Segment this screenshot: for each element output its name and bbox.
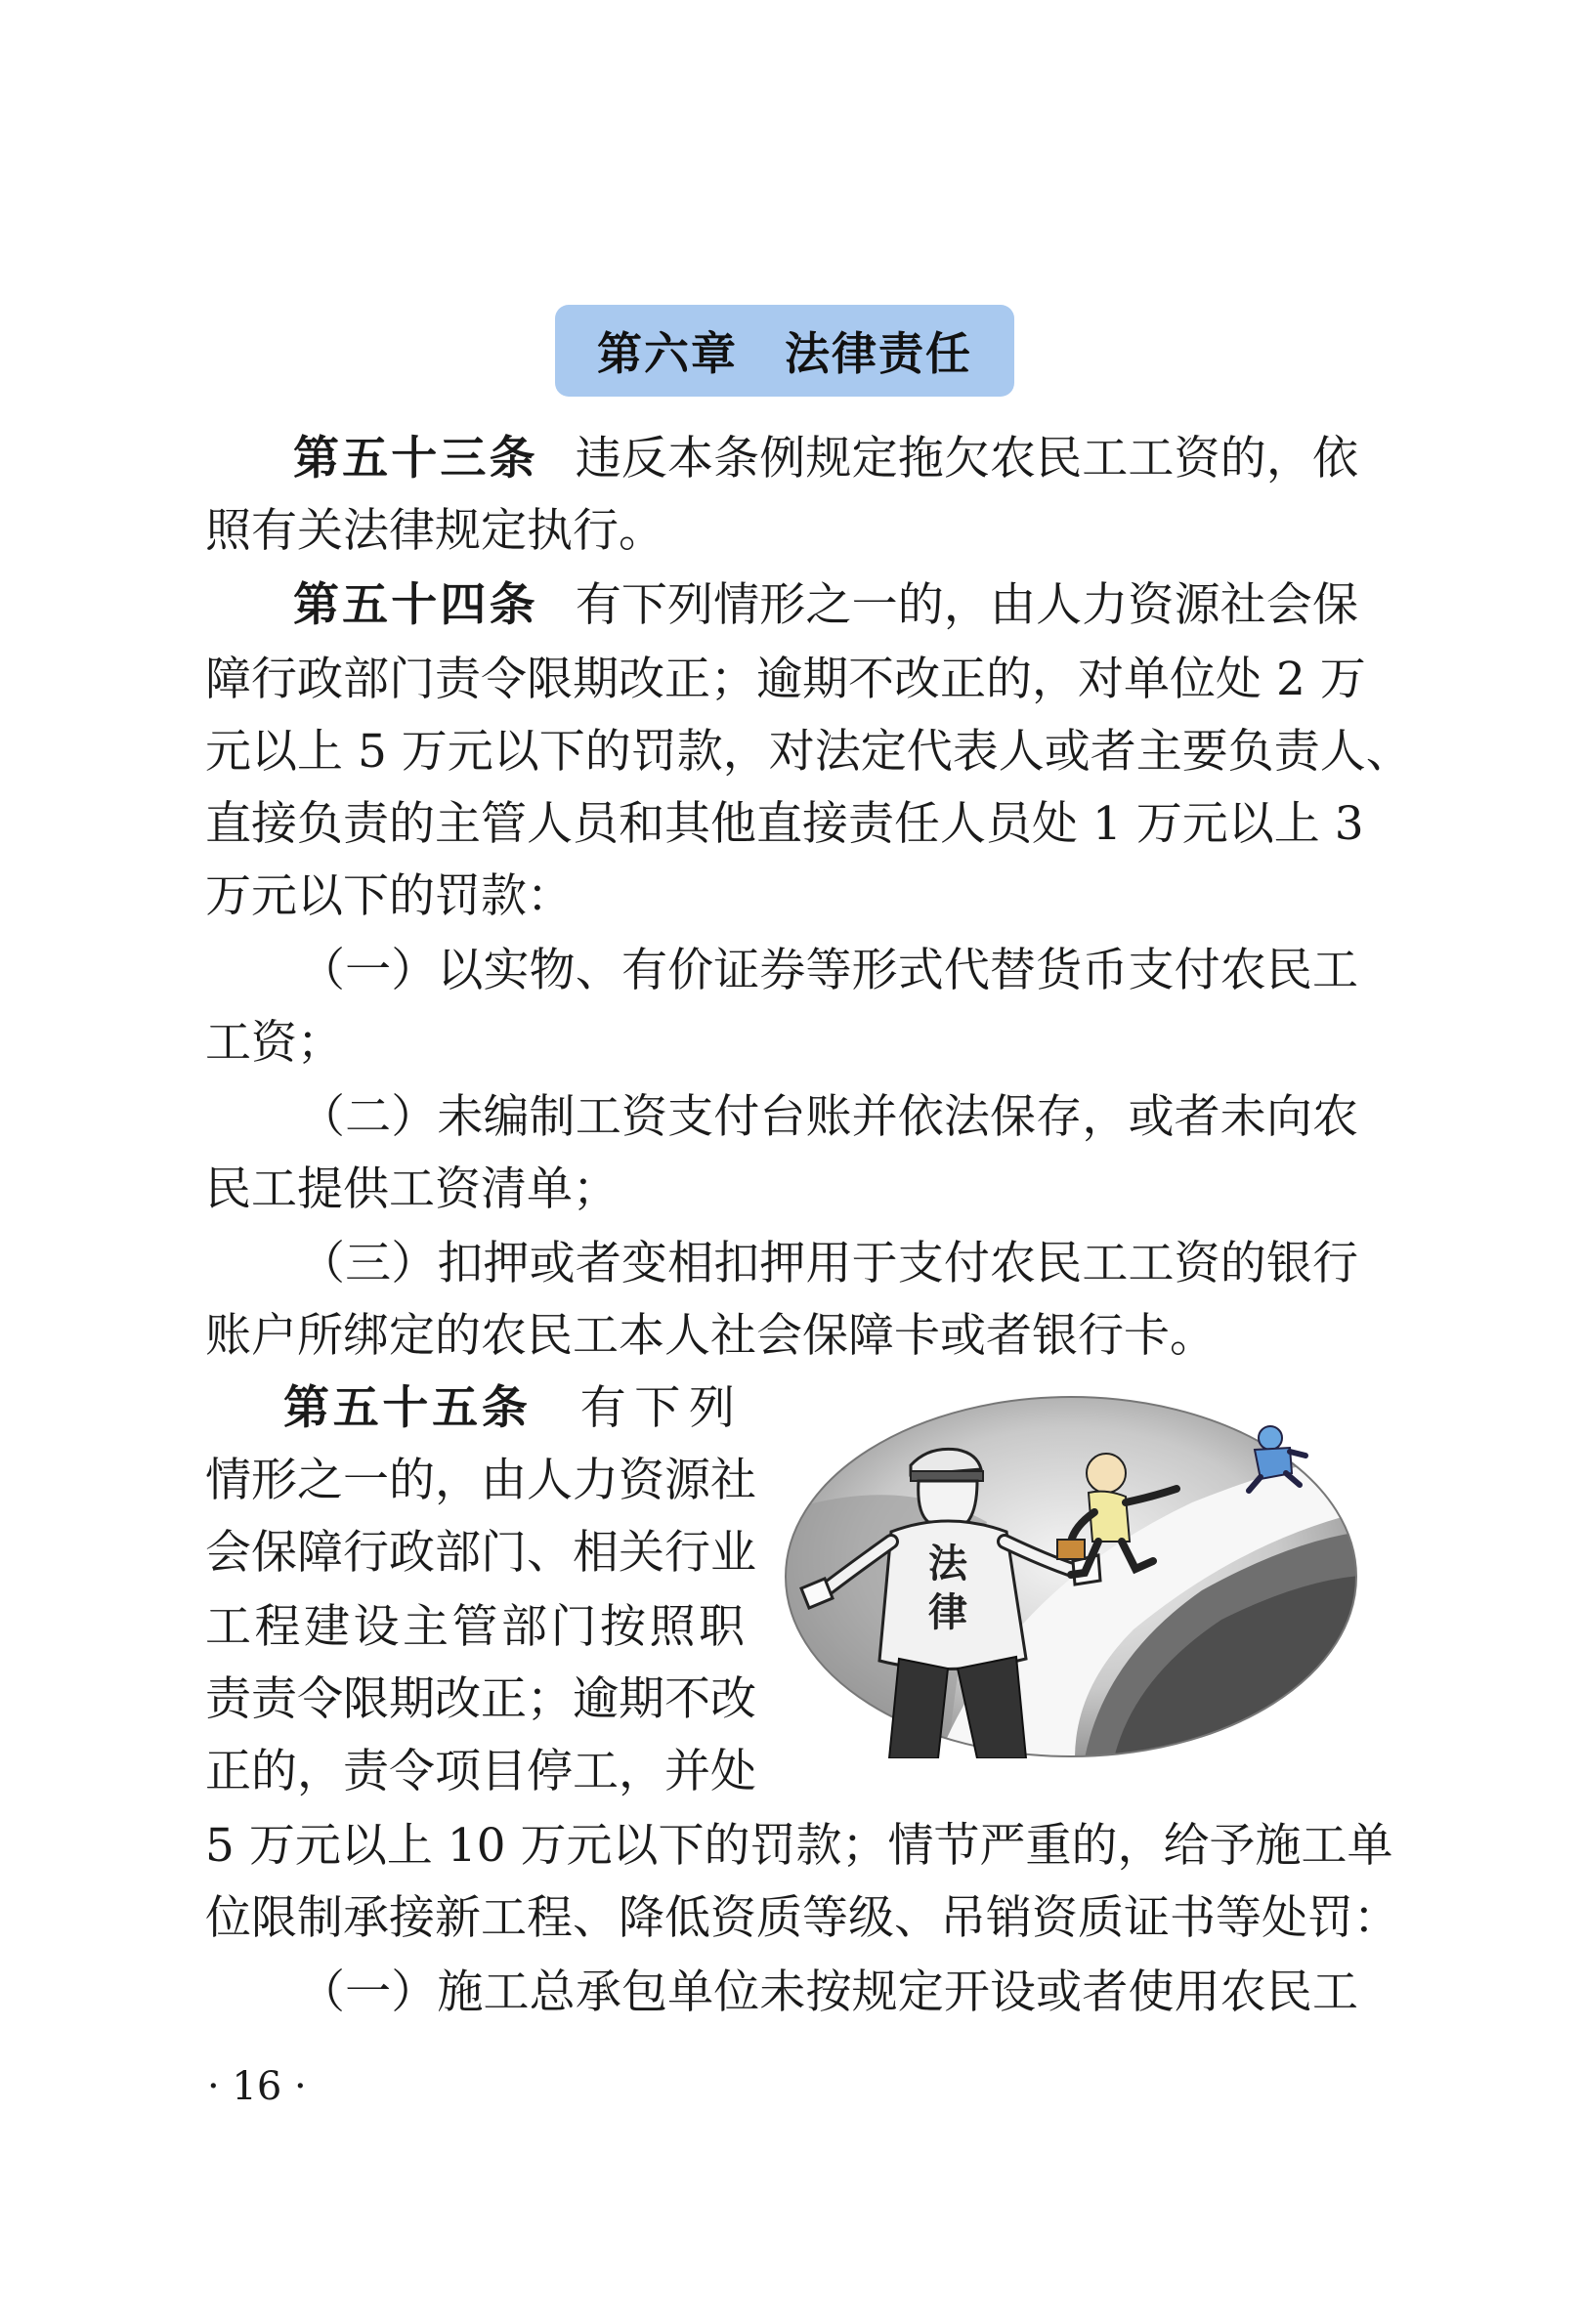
article-55-line-7: 5 万元以上 10 万元以下的罚款；情节严重的，给予施工单 [205, 1819, 1393, 1873]
article-55-line-1 [283, 1372, 743, 1446]
article-54-line-3: 元以上 5 万元以下的罚款，对法定代表人或者主要负责人、 [205, 725, 1412, 779]
article-55-line-5: 责责令限期改正；逾期不改 [205, 1672, 756, 1726]
article-54-item-3-line-1: （三）扣押或者变相扣押用于支付农民工工资的银行 [299, 1237, 1358, 1290]
article-55-line-2: 情形之一的，由人力资源社 [205, 1454, 756, 1507]
article-53-line-2: 照有关法律规定执行。 [205, 504, 664, 558]
article-55-line-6: 正的，责令项目停工，并处 [205, 1745, 756, 1798]
article-55-line-8: 位限制承接新工程、降低资质等级、吊销资质证书等处罚： [205, 1891, 1399, 1945]
page-number: · 16 · [207, 2064, 307, 2109]
coat-text-law-2: 律 [928, 1590, 967, 1635]
article-54-title: 第五十四条 [293, 578, 538, 632]
law-officer-illustration [782, 1395, 1360, 1758]
article-55-line-4: 工程建设主管部门按照职 [205, 1600, 745, 1654]
article-55-item-1-line-1: （一）施工总承包单位未按规定开设或者使用农民工 [299, 1965, 1358, 2019]
article-54-line-2: 障行政部门责令限期改正；逾期不改正的，对单位处 2 万 [205, 653, 1366, 706]
article-53-line-1 [293, 422, 1358, 496]
article-54-item-2-line-2: 民工提供工资清单； [205, 1162, 619, 1216]
article-54-line-5: 万元以下的罚款： [205, 869, 573, 923]
article-54-line-1 [293, 569, 1358, 643]
article-55-text-1: 有下列 [579, 1381, 744, 1435]
article-55-title: 第五十五条 [283, 1381, 532, 1435]
article-54-item-3-line-2: 账户所绑定的农民工本人社会保障卡或者银行卡。 [205, 1309, 1216, 1363]
article-54-line-4: 直接负责的主管人员和其他直接责任人员处 1 万元以上 3 [205, 797, 1364, 851]
article-53-text-1: 违反本条例规定拖欠农民工工资的，依 [575, 432, 1359, 486]
coat-text-law-1: 法 [928, 1542, 967, 1586]
article-54-text-1: 有下列情形之一的，由人力资源社会保 [575, 578, 1359, 632]
article-55-line-3: 会保障行政部门、相关行业 [205, 1526, 756, 1580]
article-54-item-2-line-1: （二）未编制工资支付台账并依法保存，或者未向农 [299, 1090, 1358, 1144]
article-53-title: 第五十三条 [293, 432, 538, 486]
article-54-item-1-line-1: （一）以实物、有价证券等形式代替货币支付农民工 [299, 944, 1358, 997]
article-54-item-1-line-2: 工资； [205, 1016, 343, 1070]
chapter-heading: 第六章 法律责任 [555, 305, 1014, 397]
